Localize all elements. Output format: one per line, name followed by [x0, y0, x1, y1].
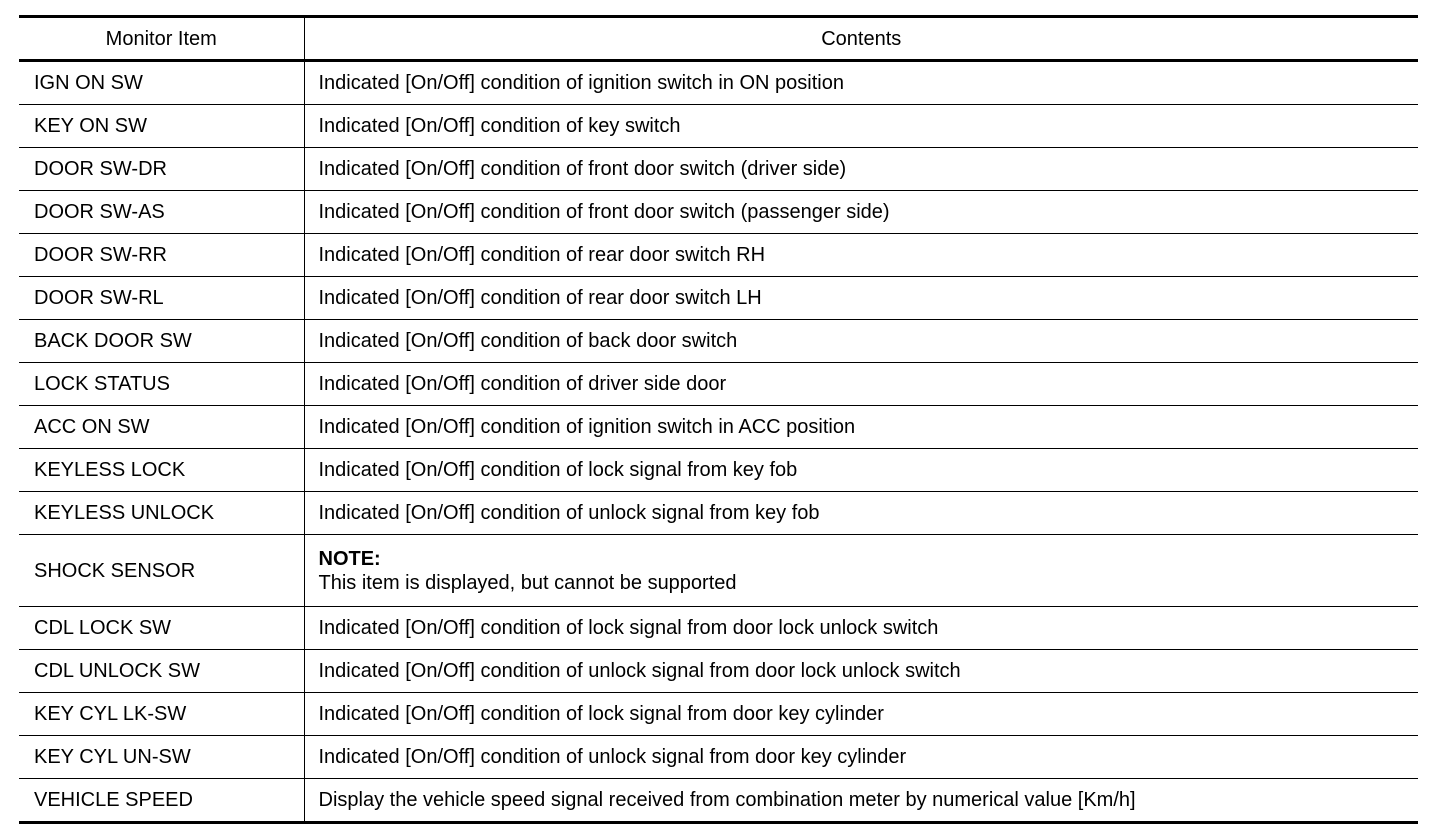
- monitor-item-cell: VEHICLE SPEED: [19, 779, 304, 823]
- table-row: [19, 363, 1418, 406]
- monitor-item-cell: KEYLESS LOCK: [19, 449, 304, 492]
- table-row: [19, 650, 1418, 693]
- monitor-item-cell: LOCK STATUS: [19, 363, 304, 406]
- header-contents: Contents: [304, 17, 1418, 61]
- contents-cell: Indicated [On/Off] condition of lock signal from door lock unlock switch: [304, 607, 1418, 650]
- table-header-row: [19, 17, 1418, 61]
- contents-cell: Display the vehicle speed signal received from combination meter by numerical value [Km/h]: [318, 789, 1136, 811]
- table-row: [19, 61, 1418, 105]
- table-row: [19, 277, 1418, 320]
- table-row: [19, 535, 1418, 607]
- contents-cell: Indicated [On/Off] condition of back door switch: [304, 320, 1418, 363]
- contents-cell: Indicated [On/Off] condition of lock signal from door key cylinder: [304, 693, 1418, 736]
- contents-cell: Indicated [On/Off] condition of unlock signal from door key cylinder: [304, 736, 1418, 779]
- table-row: [19, 779, 1418, 823]
- table-row: [19, 234, 1418, 277]
- table-row: [19, 105, 1418, 148]
- monitor-item-cell: CDL LOCK SW: [19, 607, 304, 650]
- table-row: [19, 406, 1418, 449]
- note-text: This item is displayed, but cannot be supported: [318, 571, 737, 594]
- table-row: [19, 449, 1418, 492]
- monitor-item-cell: DOOR SW-RL: [19, 277, 304, 320]
- contents-cell: Indicated [On/Off] condition of front door switch (driver side): [304, 148, 1418, 191]
- table-row: [19, 492, 1418, 535]
- contents-cell: Indicated [On/Off] condition of driver side door: [304, 363, 1418, 406]
- header-monitor-item: Monitor Item: [19, 17, 304, 61]
- table-row: [19, 736, 1418, 779]
- table-row: [19, 607, 1418, 650]
- contents-cell: Indicated [On/Off] condition of lock signal from key fob: [304, 449, 1418, 492]
- monitor-item-table: [19, 15, 1418, 824]
- table-row: [19, 693, 1418, 736]
- monitor-item-cell: BACK DOOR SW: [19, 320, 304, 363]
- contents-cell: Indicated [On/Off] condition of rear door switch RH: [304, 234, 1418, 277]
- monitor-item-cell: ACC ON SW: [19, 406, 304, 449]
- monitor-item-cell: KEY CYL UN-SW: [19, 736, 304, 779]
- contents-cell: Indicated [On/Off] condition of unlock signal from door lock unlock switch: [304, 650, 1418, 693]
- monitor-item-cell: DOOR SW-DR: [19, 148, 304, 191]
- table-row: [19, 320, 1418, 363]
- contents-cell: Indicated [On/Off] condition of ignition switch in ON position: [304, 61, 1418, 105]
- monitor-item-cell: CDL UNLOCK SW: [19, 650, 304, 693]
- monitor-item-cell: KEY CYL LK-SW: [19, 693, 304, 736]
- monitor-item-table-container: [19, 15, 1418, 824]
- monitor-item-cell: IGN ON SW: [19, 61, 304, 105]
- table-row: [19, 148, 1418, 191]
- table-row: [19, 191, 1418, 234]
- monitor-item-cell: DOOR SW-RR: [19, 234, 304, 277]
- contents-cell: Indicated [On/Off] condition of rear door switch LH: [304, 277, 1418, 320]
- contents-cell: Indicated [On/Off] condition of key switch: [304, 105, 1418, 148]
- contents-cell-note: [304, 535, 1418, 607]
- contents-cell: Indicated [On/Off] condition of ignition switch in ACC position: [304, 406, 1418, 449]
- monitor-item-cell: SHOCK SENSOR: [19, 535, 304, 607]
- monitor-item-cell: KEY ON SW: [19, 105, 304, 148]
- contents-cell: Indicated [On/Off] condition of unlock signal from key fob: [304, 492, 1418, 535]
- monitor-item-cell: KEYLESS UNLOCK: [19, 492, 304, 535]
- monitor-item-cell: DOOR SW-AS: [19, 191, 304, 234]
- contents-cell: Indicated [On/Off] condition of front door switch (passenger side): [304, 191, 1418, 234]
- note-label: NOTE:: [318, 547, 381, 570]
